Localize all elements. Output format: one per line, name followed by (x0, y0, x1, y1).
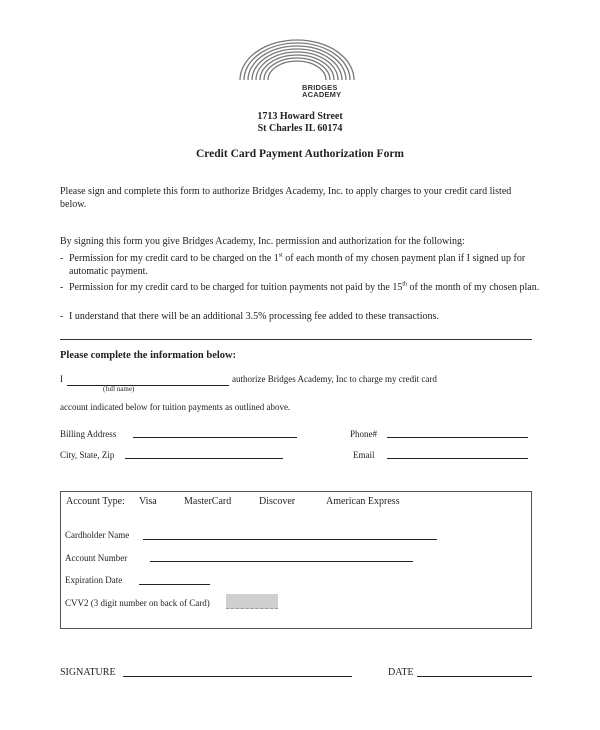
form-title: Credit Card Payment Authorization Form (195, 148, 405, 160)
signature-label: SIGNATURE (60, 667, 116, 678)
email-input-line[interactable] (387, 458, 528, 459)
authorize-text: authorize Bridges Academy, Inc to charge my credit card (232, 374, 437, 384)
email-label: Email (353, 450, 375, 460)
bullet-dash: - (60, 253, 64, 264)
phone-label: Phone# (350, 429, 377, 439)
info-heading: Please complete the information below: (60, 350, 237, 361)
full-name-hint: (full name) (103, 385, 135, 393)
permission-intro: By signing this form you give Bridges Academy, Inc. permission and authorization for the following: (60, 236, 465, 247)
billing-address-label: Billing Address (60, 429, 117, 439)
logo-line-1: BRIDGES (302, 83, 338, 92)
account-type-mastercard[interactable]: MasterCard (184, 496, 232, 507)
account-type-discover[interactable]: Discover (259, 496, 296, 507)
account-type-visa[interactable]: Visa (139, 496, 157, 507)
address-street: 1713 Howard Street (257, 111, 343, 122)
cvv2-label: CVV2 (3 digit number on back of Card) (65, 598, 210, 608)
bullet-item-2 (60, 282, 540, 295)
logo-line-2: ACADEMY (302, 90, 342, 99)
account-number-label: Account Number (65, 553, 128, 563)
bridges-academy-logo (236, 36, 358, 104)
bullet-1-text-end: of each month of my chosen payment plan if I signed up for automatic payment. (69, 253, 526, 277)
city-state-zip-label: City, State, Zip (60, 450, 115, 460)
cvv2-input-field[interactable] (226, 594, 278, 609)
section-divider (60, 339, 532, 340)
account-number-input-line[interactable] (150, 561, 413, 562)
bullet-item-3 (60, 311, 540, 324)
bullet-dash: - (60, 311, 64, 322)
city-state-zip-input-line[interactable] (125, 458, 283, 459)
account-type-american-express[interactable]: American Express (326, 496, 400, 507)
billing-address-input-line[interactable] (133, 437, 297, 438)
full-name-input-line[interactable] (67, 385, 229, 386)
date-label: DATE (388, 667, 414, 678)
authorize-prefix: I (60, 374, 63, 384)
cardholder-name-input-line[interactable] (143, 539, 437, 540)
bullet-3-text: I understand that there will be an additional 3.5% processing fee added to these transactions. (69, 311, 439, 322)
bullet-2-text: Permission for my credit card to be charged for tuition payments not paid by the 15 (69, 282, 403, 293)
arch-logo-icon (236, 36, 358, 84)
cardholder-name-label: Cardholder Name (65, 530, 130, 540)
bullet-item-1 (60, 253, 540, 278)
intro-paragraph: Please sign and complete this form to authorize Bridges Academy, Inc. to apply charges to your credit card listed below. (60, 186, 512, 210)
bullet-dash: - (60, 282, 64, 293)
address-city: St Charles IL 60174 (257, 123, 343, 134)
bullet-1-text: Permission for my credit card to be charged on the 1 (69, 253, 279, 264)
signature-input-line[interactable] (123, 676, 352, 677)
phone-input-line[interactable] (387, 437, 528, 438)
card-details-box (60, 491, 532, 629)
expiration-date-input-line[interactable] (139, 584, 210, 585)
date-input-line[interactable] (417, 676, 532, 677)
bullet-2-sup: th (402, 281, 408, 288)
account-type-label: Account Type: (66, 496, 125, 507)
bullet-2-text-end: of the month of my chosen plan. (407, 282, 540, 293)
bullet-1-sup: st (278, 252, 283, 259)
expiration-date-label: Expiration Date (65, 575, 123, 585)
account-indicated-text: account indicated below for tuition payments as outlined above. (60, 402, 291, 412)
